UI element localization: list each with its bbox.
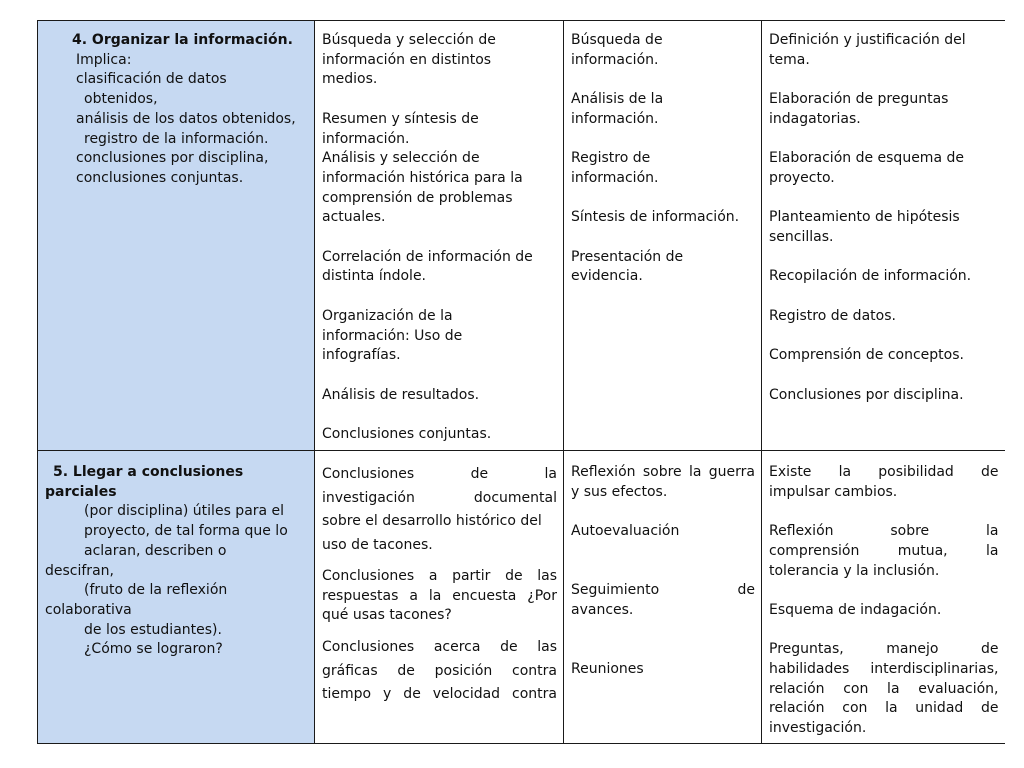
- phase-cell: 5. Llegar a conclusiones parciales (por disciplina) útiles para el proyecto, de tal forma que lo aclaran, describen o descifran, (fruto de la reflexión colaborativa de los estudiantes). ¿Cómo se lograron?: [38, 451, 315, 744]
- planning-table: [37, 20, 1005, 744]
- evidence-cell: Reflexión sobre la guerra y sus efectos. Autoevaluación Seguimiento de avances. Reuniones: [564, 451, 762, 744]
- skills-cell: Definición y justificación del tema. Elaboración de preguntas indagatorias. Elaboración de esquema de proyecto. Planteamiento de hipótesis sencillas. Recopilación de información. Registro de datos. Comprensión de conceptos. Conclusiones por disciplina.: [762, 21, 1005, 451]
- phase-cell: 4. Organizar la información. Implica: clasificación de datos obtenidos, análisis de los datos obtenidos, registro de la información. conclusiones por disciplina, conclusiones conjuntas.: [38, 21, 315, 451]
- skills-cell: Existe la posibilidad de impulsar cambios. Reflexión sobre la comprensión mutua, la tolerancia y la inclusión. Esquema de indagación. Preguntas, manejo de habilidades interdisciplinarias, relación con la evaluación, relación con la unidad de investigación.: [762, 451, 1005, 744]
- table-row-conclusiones: [38, 451, 1005, 744]
- phase-title: 4. Organizar la información.: [72, 32, 293, 48]
- evidence-cell: Búsqueda de información. Análisis de la información. Registro de información. Síntesis de información. Presentación de evidencia.: [564, 21, 762, 451]
- table-row-organizar: [38, 21, 1005, 451]
- activities-cell: Búsqueda y selección de información en distintos medios. Resumen y síntesis de información. Análisis y selección de información histórica para la comprensión de problemas actuales. Correlación de información de distinta índole. Organización de la información: Uso de infografías. Análisis de resultados. Conclusiones conjuntas.: [315, 21, 564, 451]
- phase-title: 5. Llegar a conclusiones: [53, 464, 244, 480]
- activities-cell: Conclusiones de la investigación documental sobre el desarrollo histórico del uso de tacones. Conclusiones a partir de las respuestas a la encuesta ¿Por qué usas tacones? Conclusiones acerca de las gráficas de posición contra tiempo y de velocidad contra: [315, 451, 564, 744]
